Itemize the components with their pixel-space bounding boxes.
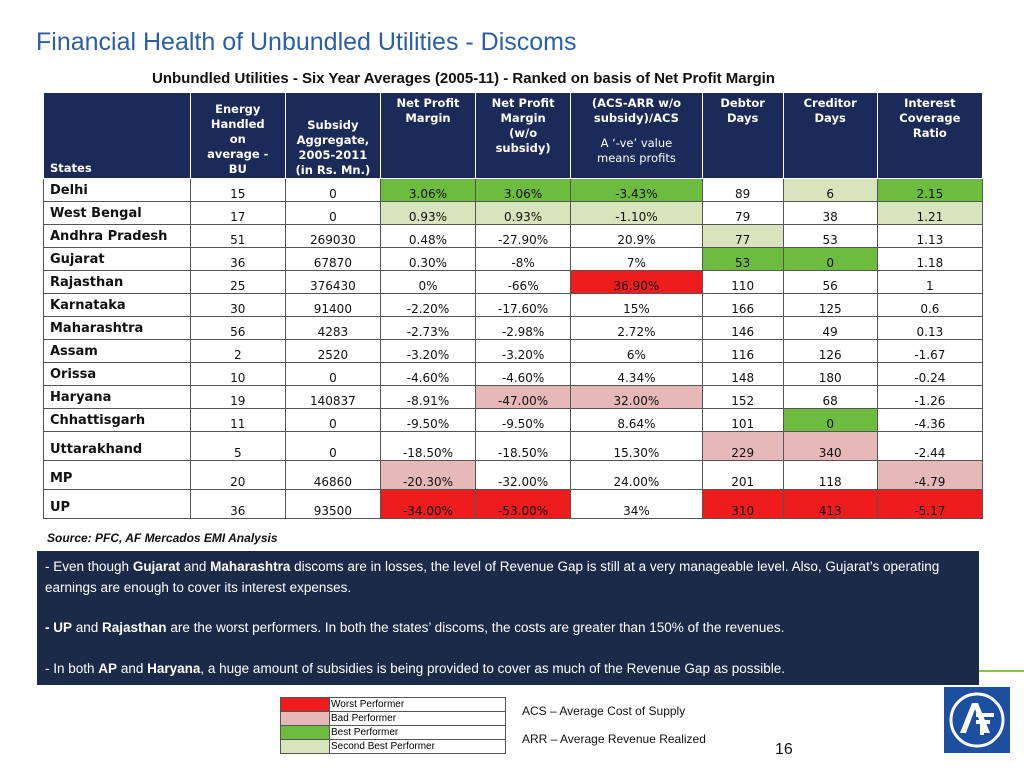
energy-cell: 19 xyxy=(190,386,285,409)
table-row xyxy=(44,248,983,271)
debtor-cell: 148 xyxy=(702,363,783,386)
npm-wo-cell: -18.50% xyxy=(476,432,571,461)
npm-cell: 0% xyxy=(380,271,475,294)
energy-cell: 5 xyxy=(190,432,285,461)
acs-note: A ‘-ve’ value means profits xyxy=(597,136,676,165)
npm-wo-cell: 3.06% xyxy=(476,179,571,202)
creditor-cell: 38 xyxy=(783,202,877,225)
debtor-cell: 152 xyxy=(702,386,783,409)
subsidy-cell: 93500 xyxy=(285,490,380,519)
icr-cell: -0.24 xyxy=(877,363,982,386)
table-row xyxy=(44,432,983,461)
icr-cell: 2.15 xyxy=(877,179,982,202)
state-cell: Karnataka xyxy=(44,294,191,317)
abbreviation-arr: ARR – Average Revenue Realized xyxy=(522,732,706,746)
debtor-cell: 201 xyxy=(702,461,783,490)
energy-cell: 30 xyxy=(190,294,285,317)
acs-cell: 6% xyxy=(571,340,703,363)
table-row xyxy=(44,179,983,202)
energy-cell: 51 xyxy=(190,225,285,248)
creditor-cell: 0 xyxy=(783,409,877,432)
state-cell: Gujarat xyxy=(44,248,191,271)
npm-wo-cell: -47.00% xyxy=(476,386,571,409)
source-note: Source: PFC, AF Mercados EMI Analysis xyxy=(47,531,278,545)
table-row xyxy=(44,225,983,248)
creditor-cell: 180 xyxy=(783,363,877,386)
icr-cell: -1.26 xyxy=(877,386,982,409)
legend-row-best xyxy=(281,726,506,740)
subsidy-cell: 376430 xyxy=(285,271,380,294)
legend-row-second xyxy=(281,740,506,754)
creditor-cell: 6 xyxy=(783,179,877,202)
npm-wo-cell: -17.60% xyxy=(476,294,571,317)
icr-cell: 1.18 xyxy=(877,248,982,271)
npm-wo-cell: 0.93% xyxy=(476,202,571,225)
state-cell: Uttarakhand xyxy=(44,432,191,461)
page-title: Financial Health of Unbundled Utilities - Discoms xyxy=(36,28,577,56)
table-row xyxy=(44,490,983,519)
creditor-cell: 68 xyxy=(783,386,877,409)
subsidy-cell: 140837 xyxy=(285,386,380,409)
energy-cell: 36 xyxy=(190,248,285,271)
legend-row-bad xyxy=(281,712,506,726)
color-legend xyxy=(280,697,506,754)
npm-cell: 0.48% xyxy=(380,225,475,248)
debtor-cell: 116 xyxy=(702,340,783,363)
insights-box xyxy=(37,551,979,685)
npm-wo-cell: -27.90% xyxy=(476,225,571,248)
energy-cell: 56 xyxy=(190,317,285,340)
debtor-cell: 79 xyxy=(702,202,783,225)
energy-cell: 20 xyxy=(190,461,285,490)
header-creditor-days: Creditor Days xyxy=(783,93,877,179)
icr-cell: 1 xyxy=(877,271,982,294)
state-cell: Delhi xyxy=(44,179,191,202)
npm-cell: -34.00% xyxy=(380,490,475,519)
acs-cell: 32.00% xyxy=(571,386,703,409)
icr-cell: -1.67 xyxy=(877,340,982,363)
legend-swatch-best xyxy=(281,726,330,740)
legend-swatch-second xyxy=(281,740,330,754)
subsidy-cell: 67870 xyxy=(285,248,380,271)
accent-divider xyxy=(979,670,1024,672)
state-cell: West Bengal xyxy=(44,202,191,225)
state-cell: UP xyxy=(44,490,191,519)
insight-3: - In both AP and Haryana, a huge amount of subsidies is being provided to cover as much of the Revenue Gap as possible. xyxy=(45,661,785,676)
icr-cell: 0.13 xyxy=(877,317,982,340)
debtor-cell: 166 xyxy=(702,294,783,317)
subsidy-cell: 0 xyxy=(285,432,380,461)
table-row xyxy=(44,294,983,317)
state-cell: Maharashtra xyxy=(44,317,191,340)
acs-cell: 36.90% xyxy=(571,271,703,294)
insight-2: - UP and Rajasthan are the worst performers. In both the states’ discoms, the costs are greater than 150% of the revenues. xyxy=(45,620,785,635)
header-net-profit-margin-wo-subsidy: Net Profit Margin (w/o subsidy) xyxy=(476,93,571,179)
legend-label-second: Second Best Performer xyxy=(330,740,506,754)
acs-cell: 15.30% xyxy=(571,432,703,461)
npm-wo-cell: -3.20% xyxy=(476,340,571,363)
state-cell: Rajasthan xyxy=(44,271,191,294)
npm-cell: -8.91% xyxy=(380,386,475,409)
header-acs-arr: (ACS-ARR w/o subsidy)/ACS A ‘-ve’ value means profits xyxy=(571,93,703,179)
subsidy-cell: 0 xyxy=(285,363,380,386)
legend-swatch-bad xyxy=(281,712,330,726)
debtor-cell: 89 xyxy=(702,179,783,202)
creditor-cell: 125 xyxy=(783,294,877,317)
financial-health-table xyxy=(43,92,983,519)
npm-cell: -4.60% xyxy=(380,363,475,386)
creditor-cell: 0 xyxy=(783,248,877,271)
table-row xyxy=(44,386,983,409)
energy-cell: 15 xyxy=(190,179,285,202)
table-row xyxy=(44,409,983,432)
acs-cell: -3.43% xyxy=(571,179,703,202)
energy-cell: 2 xyxy=(190,340,285,363)
energy-cell: 25 xyxy=(190,271,285,294)
af-mercados-logo-icon xyxy=(944,687,1010,753)
acs-cell: 8.64% xyxy=(571,409,703,432)
npm-wo-cell: -9.50% xyxy=(476,409,571,432)
legend-label-worst: Worst Performer xyxy=(330,698,506,712)
npm-cell: -2.73% xyxy=(380,317,475,340)
legend-label-best: Best Performer xyxy=(330,726,506,740)
icr-cell: 1.13 xyxy=(877,225,982,248)
table-subtitle: Unbundled Utilities - Six Year Averages (2005-11) - Ranked on basis of Net Profit Margin xyxy=(152,70,775,87)
state-cell: Haryana xyxy=(44,386,191,409)
npm-wo-cell: -32.00% xyxy=(476,461,571,490)
subsidy-cell: 0 xyxy=(285,409,380,432)
table-row xyxy=(44,363,983,386)
acs-cell: 15% xyxy=(571,294,703,317)
legend-label-bad: Bad Performer xyxy=(330,712,506,726)
acs-cell: 7% xyxy=(571,248,703,271)
debtor-cell: 229 xyxy=(702,432,783,461)
icr-cell: 0.6 xyxy=(877,294,982,317)
npm-wo-cell: -8% xyxy=(476,248,571,271)
icr-cell: -5.17 xyxy=(877,490,982,519)
npm-wo-cell: -4.60% xyxy=(476,363,571,386)
acs-cell: 4.34% xyxy=(571,363,703,386)
subsidy-cell: 269030 xyxy=(285,225,380,248)
npm-cell: -18.50% xyxy=(380,432,475,461)
energy-cell: 10 xyxy=(190,363,285,386)
state-cell: Andhra Pradesh xyxy=(44,225,191,248)
header-states: States xyxy=(44,93,191,179)
npm-wo-cell: -66% xyxy=(476,271,571,294)
table-row xyxy=(44,317,983,340)
npm-cell: 0.30% xyxy=(380,248,475,271)
header-energy: Energy Handled on average - BU xyxy=(190,93,285,179)
subsidy-cell: 0 xyxy=(285,202,380,225)
icr-cell: -2.44 xyxy=(877,432,982,461)
acs-cell: -1.10% xyxy=(571,202,703,225)
debtor-cell: 53 xyxy=(702,248,783,271)
logo-graphic xyxy=(944,687,1010,753)
table-row xyxy=(44,271,983,294)
header-subsidy: Subsidy Aggregate, 2005-2011 (in Rs. Mn.) xyxy=(285,93,380,179)
creditor-cell: 53 xyxy=(783,225,877,248)
npm-wo-cell: -53.00% xyxy=(476,490,571,519)
insight-1: - Even though Gujarat and Maharashtra discoms are in losses, the level of Revenue Gap is still at a very manageable level. Also, Gujarat’s operating earnings are enough to cover its interest expenses. xyxy=(45,559,940,595)
acs-cell: 2.72% xyxy=(571,317,703,340)
creditor-cell: 413 xyxy=(783,490,877,519)
icr-cell: 1.21 xyxy=(877,202,982,225)
acs-cell: 34% xyxy=(571,490,703,519)
energy-cell: 11 xyxy=(190,409,285,432)
subsidy-cell: 0 xyxy=(285,179,380,202)
creditor-cell: 56 xyxy=(783,271,877,294)
debtor-cell: 77 xyxy=(702,225,783,248)
table-row xyxy=(44,461,983,490)
state-cell: Chhattisgarh xyxy=(44,409,191,432)
table-row xyxy=(44,202,983,225)
npm-cell: -20.30% xyxy=(380,461,475,490)
state-cell: Orissa xyxy=(44,363,191,386)
header-net-profit-margin: Net Profit Margin xyxy=(380,93,475,179)
legend-swatch-worst xyxy=(281,698,330,712)
npm-cell: 3.06% xyxy=(380,179,475,202)
energy-cell: 17 xyxy=(190,202,285,225)
subsidy-cell: 4283 xyxy=(285,317,380,340)
abbreviation-acs: ACS – Average Cost of Supply xyxy=(522,704,686,718)
state-cell: MP xyxy=(44,461,191,490)
debtor-cell: 310 xyxy=(702,490,783,519)
icr-cell: -4.79 xyxy=(877,461,982,490)
page-number: 16 xyxy=(775,741,793,758)
subsidy-cell: 46860 xyxy=(285,461,380,490)
header-debtor-days: Debtor Days xyxy=(702,93,783,179)
energy-cell: 36 xyxy=(190,490,285,519)
npm-cell: 0.93% xyxy=(380,202,475,225)
creditor-cell: 49 xyxy=(783,317,877,340)
npm-wo-cell: -2.98% xyxy=(476,317,571,340)
creditor-cell: 340 xyxy=(783,432,877,461)
npm-cell: -3.20% xyxy=(380,340,475,363)
subsidy-cell: 2520 xyxy=(285,340,380,363)
table-row xyxy=(44,340,983,363)
debtor-cell: 101 xyxy=(702,409,783,432)
creditor-cell: 126 xyxy=(783,340,877,363)
subsidy-cell: 91400 xyxy=(285,294,380,317)
npm-cell: -9.50% xyxy=(380,409,475,432)
creditor-cell: 118 xyxy=(783,461,877,490)
header-interest-coverage-ratio: Interest Coverage Ratio xyxy=(877,93,982,179)
icr-cell: -4.36 xyxy=(877,409,982,432)
debtor-cell: 146 xyxy=(702,317,783,340)
state-cell: Assam xyxy=(44,340,191,363)
acs-cell: 24.00% xyxy=(571,461,703,490)
legend-row-worst xyxy=(281,698,506,712)
acs-cell: 20.9% xyxy=(571,225,703,248)
npm-cell: -2.20% xyxy=(380,294,475,317)
debtor-cell: 110 xyxy=(702,271,783,294)
